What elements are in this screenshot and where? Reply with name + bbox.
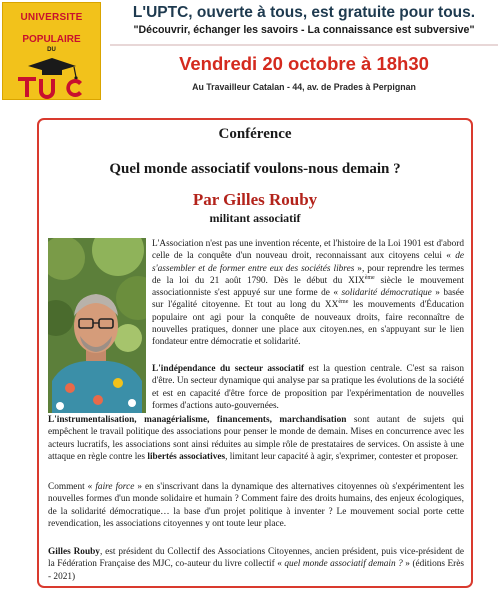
speaker-name: Par Gilles Rouby <box>192 190 318 209</box>
p3-bold-issues: L'instrumentalisation, managérialisme, financements, marchandisation <box>48 415 347 425</box>
p1-quote-societes: de s'assembler et de former entre eux des sociétés libres <box>152 251 464 274</box>
logo-line-populaire: POPULAIRE <box>22 34 81 45</box>
p3-text-end: , limitant leur capacité à agir, s'exprimer, contester et proposer. <box>225 451 459 462</box>
p1-text-d: » basée sur l'égalité citoyenne. Et tout au long du XX <box>152 288 464 311</box>
paragraph-independence <box>152 363 464 415</box>
p3-bold-libertes: libertés associatives <box>147 451 226 462</box>
event-date: Vendredi 20 octobre à 18h30 <box>179 53 429 74</box>
p2-bold: L'indépendance du secteur associatif <box>152 364 305 374</box>
p3-text: sont autant de sujets qui empêchent le travail politique des associations pour penser le monde de demain. Mises en concurrence avec les acteurs lucratifs, les associations sont ainsi réduites au simple rôle de prestataires de services. On assiste à une attaque en règle contre les <box>48 415 464 462</box>
paragraph-history <box>152 238 464 362</box>
conference-label: Conférence <box>218 126 292 142</box>
header-title: L'UPTC, ouverte à tous, est gratuite pour tous. <box>132 4 476 21</box>
p4-quote-faire-force: faire force <box>95 482 135 492</box>
conference-title: Quel monde associatif voulons-nous demain ? <box>109 161 401 177</box>
header-subtitle: "Découvrir, échanger les savoirs - La connaissance est subversive" <box>133 24 475 36</box>
p5-text-b: » (éditions Erès - 2021) <box>48 559 464 582</box>
p5-book-title: quel monde associatif demain ? <box>284 559 403 570</box>
graduation-cap-icon <box>12 55 92 99</box>
logo-line-du: DU <box>47 47 56 53</box>
speaker-portrait-image <box>48 238 146 413</box>
speaker-photo <box>48 238 146 413</box>
p1-text-c: siècle le mouvement associationniste s'est appuyé sur une forme de « <box>152 275 464 299</box>
logo-tuc-graphic <box>3 55 100 99</box>
p5-text-a: , est président du Collectif des Associations Citoyennes, ancien président, puis vice-président de la Fédération Française des MJC, co-auteur du livre collectif « <box>48 547 465 570</box>
upt-logo <box>2 2 101 100</box>
p2-text: est la question centrale. C'est sa raison d'être. Un secteur dynamique qui analyse par sa pratique les évolutions de la société et est en capacité d'être force de proposition par l'expérimentation de nouvelles formes d'actions auto-gouvernées. <box>152 364 465 411</box>
p4-text-a: Comment « <box>48 482 96 492</box>
paragraph-speaker-bio <box>48 546 464 584</box>
p5-bold-name: Gilles Rouby <box>48 547 100 557</box>
p1-text-b: », pour reprendre les termes de la loi du 21 août 1790. Dès le début du XIX <box>152 263 464 286</box>
paragraph-instrumentalisation <box>48 414 464 478</box>
speaker-role: militant associatif <box>209 211 301 225</box>
p1-quote-solidarite: solidarité démocratique <box>341 288 432 299</box>
p4-text-b: » en s'inscrivant dans la dynamique des alternatives citoyennes où s'expérimentent les nouvelles formes d'un monde solidaire et humain ? Comment faire des droits humains, des enjeux écologiques, de la solidarité démocratique… la base d'un projet politique à inventer ? Le mouvement social porte cette revendication, les associations citoyennes y ont toute leur place. <box>48 482 464 529</box>
header-divider <box>110 44 498 46</box>
logo-line-universite: UNIVERSITE <box>20 12 83 23</box>
p1-sup-xx: ème <box>338 299 349 306</box>
p1-text-e: les mouvements d'Éducation populaire ont agi pour la conquête de nouveaux droits, faire reconnaître de nouvelles pratiques, donner une place aux citoyen.nes, en s'appuyant sur le lien fondateur entre démocratie et solidarité. <box>152 300 464 348</box>
paragraph-faire-force <box>48 481 464 541</box>
p1-sup-xix: ème <box>364 274 375 281</box>
event-venue: Au Travailleur Catalan - 44, av. de Prades à Perpignan <box>192 82 416 92</box>
p1-text-a: L'Association n'est pas une invention récente, et l'histoire de la Loi 1901 est d'abord celle de la conquête d'un nouveau droit, reconnaissant aux citoyens celui « <box>152 239 464 262</box>
